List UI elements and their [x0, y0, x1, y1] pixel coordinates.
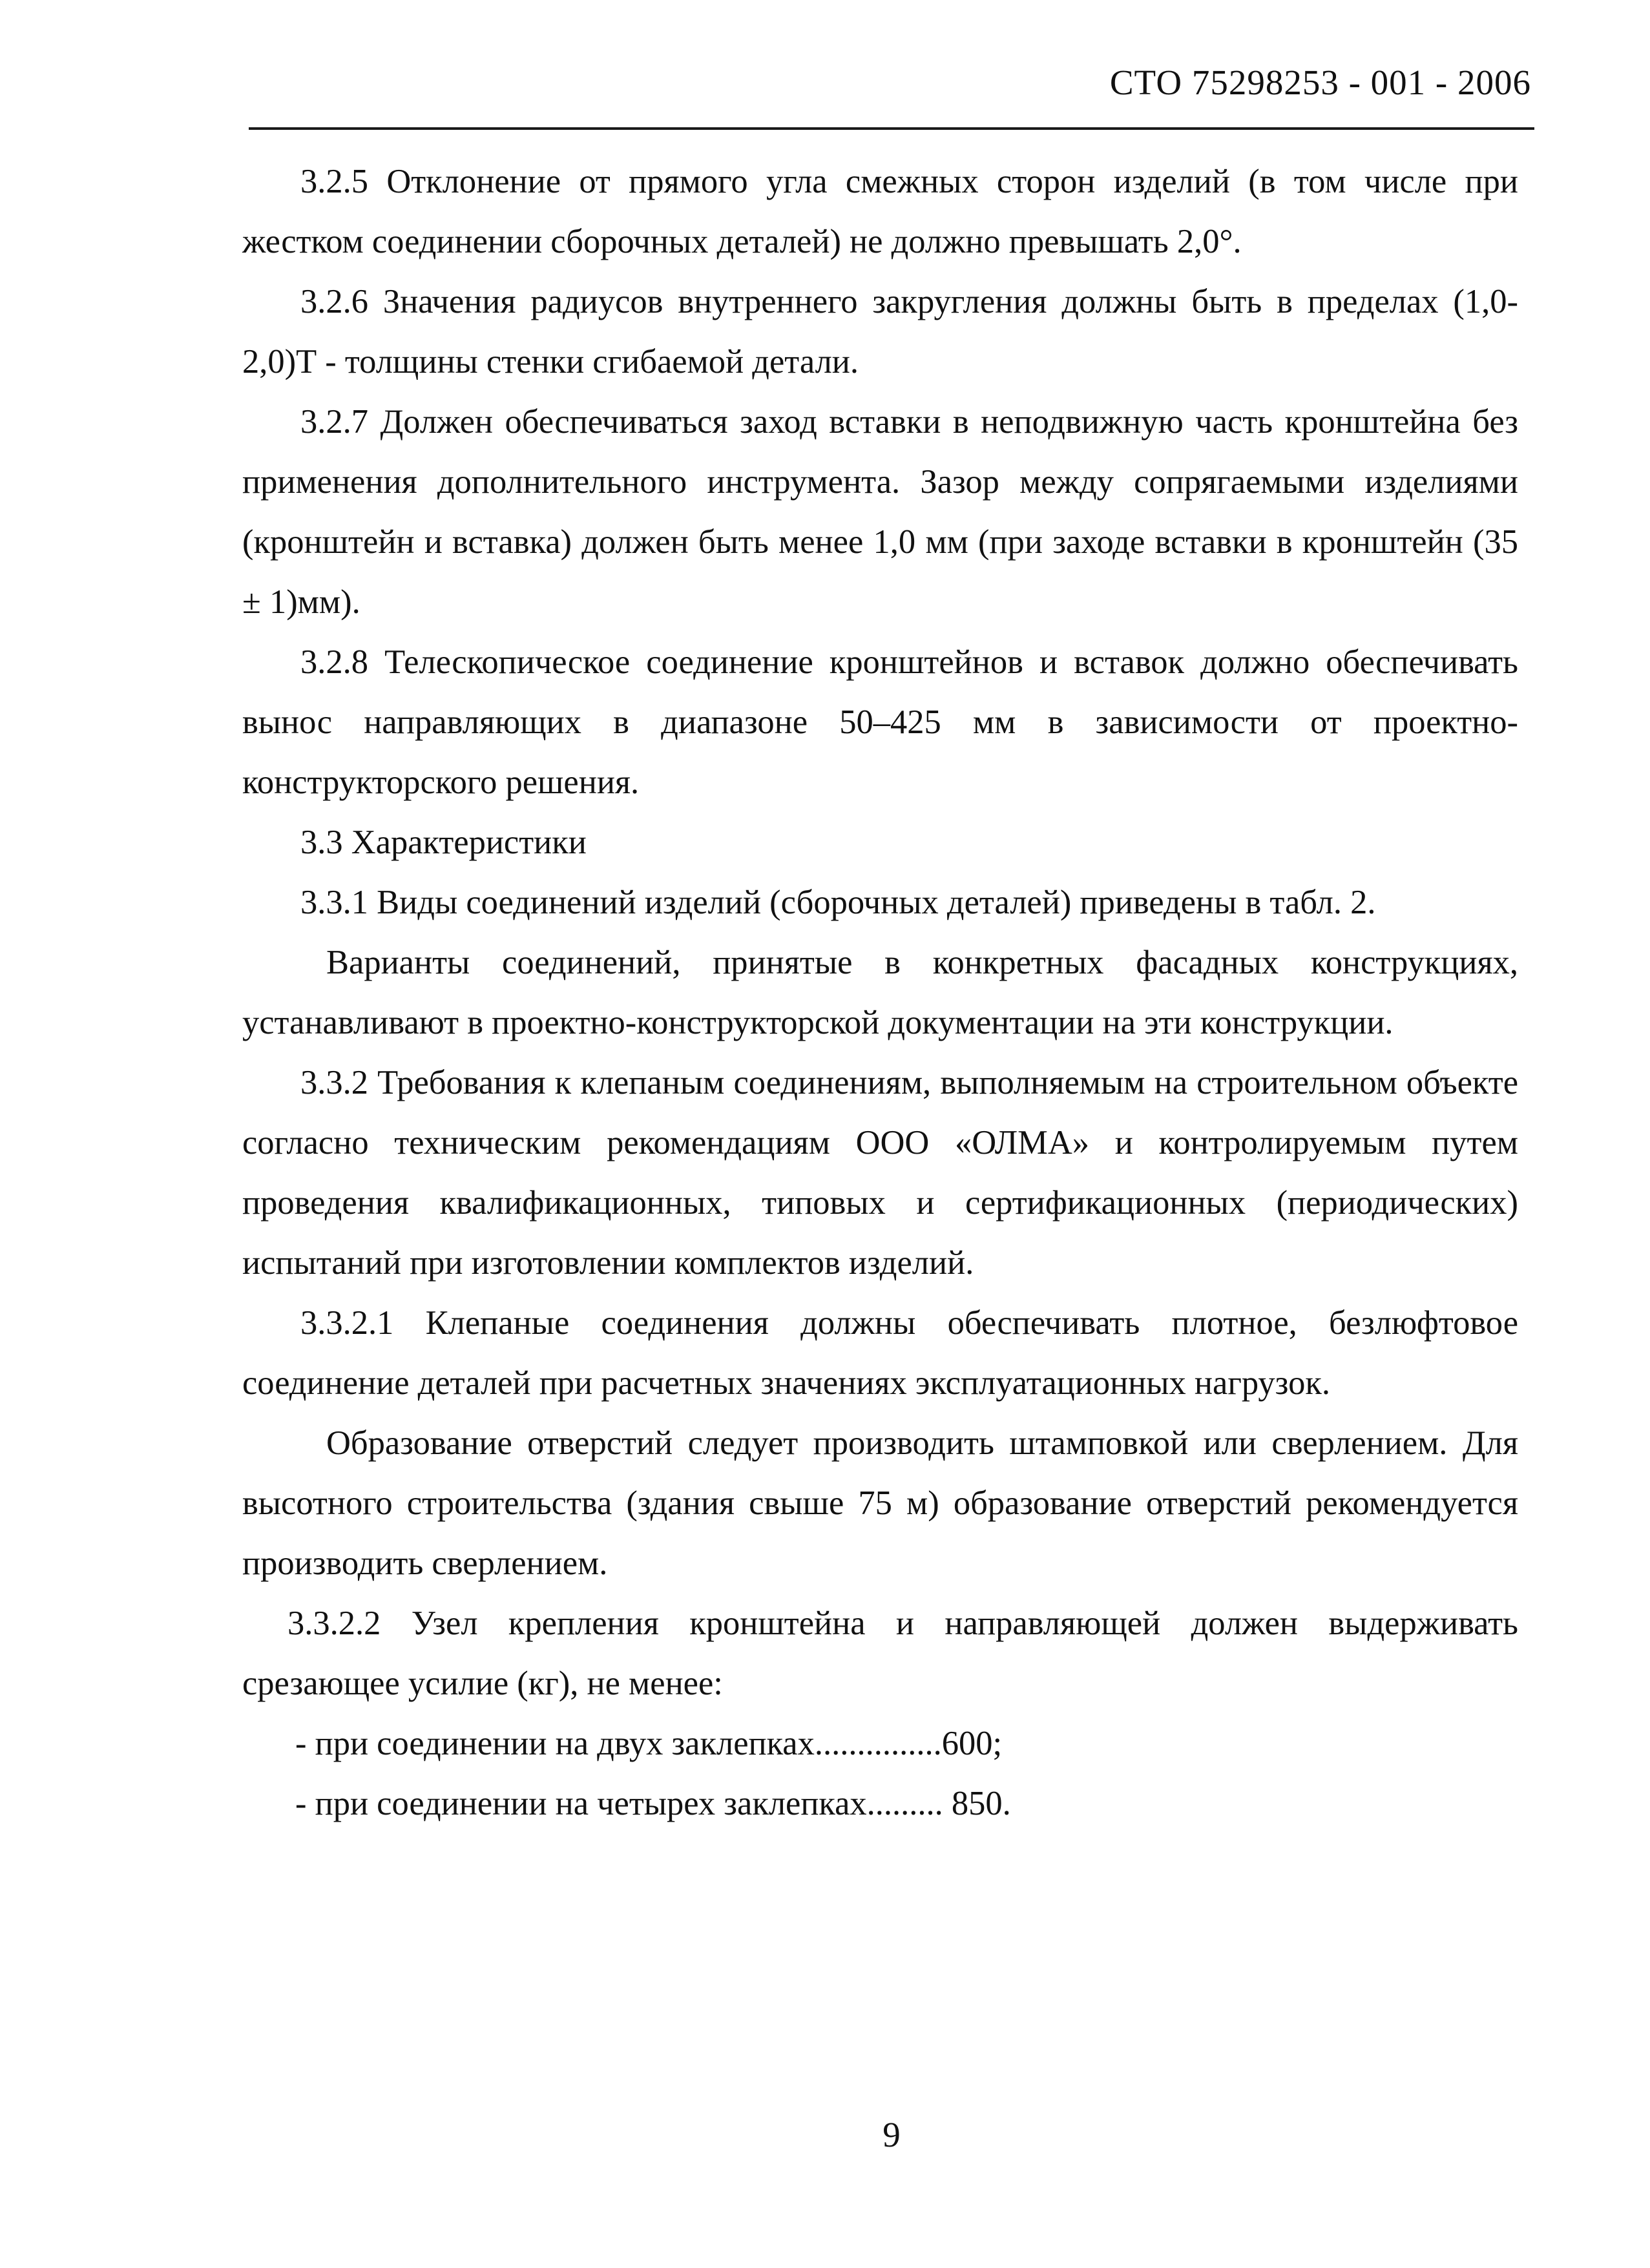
paragraph-hole-forming: Образование отверстий следует производить штамповкой или сверлением. Для высотного строительства (здания свыше 75 м) образование отверстий рекомендуется производить сверлением. [242, 1424, 1518, 1582]
clause-3-2-5: 3.2.5 Отклонение от прямого угла смежных сторон изделий (в том числе при жестком соединении сборочных деталей) не должно превышать 2,0°. [242, 163, 1518, 260]
document-code: СТО 75298253 - 001 - 2006 [1109, 63, 1531, 102]
header-divider [249, 127, 1534, 130]
list-item-four-rivets: - при соединении на четырех заклепках......... 850. [295, 1785, 1011, 1822]
clause-3-2-8: 3.2.8 Телескопическое соединение кронштейнов и вставок должно обеспечивать вынос направляющих в диапазоне 50–425 мм в зависимости от проектно-конструкторского решения. [242, 643, 1518, 801]
document-body [242, 152, 1518, 1834]
clause-3-3-2-1: 3.3.2.1 Клепаные соединения должны обеспечивать плотное, безлюфтовое соединение деталей при расчетных значениях эксплуатационных нагрузок. [242, 1304, 1518, 1402]
clause-3-3-2: 3.3.2 Требования к клепаным соединениям, выполняемым на строительном объекте согласно техническим рекомендациям ООО «ОЛМА» и контролируемым путем проведения квалификационных, типовых и сертификационных (периодических) испытаний при изготовлении комплектов изделий. [242, 1064, 1518, 1282]
clause-3-3-1: 3.3.1 Виды соединений изделий (сборочных деталей) приведены в табл. 2. [300, 884, 1376, 921]
clause-3-2-7: 3.2.7 Должен обеспечиваться заход вставки в неподвижную часть кронштейна без применения дополнительного инструмента. Зазор между сопрягаемыми изделиями (кронштейн и вставка) должен быть менее 1,0 мм (при заходе вставки в кронштейн (35 ± 1)мм). [242, 403, 1518, 621]
list-item-two-rivets: - при соединении на двух заклепках...............600; [295, 1725, 1003, 1762]
section-heading-3-3: 3.3 Характеристики [300, 824, 587, 861]
page-number: 9 [882, 2115, 901, 2154]
paragraph-connection-variants: Варианты соединений, принятые в конкретных фасадных конструкциях, устанавливают в проектно-конструкторской документации на эти конструкции. [242, 944, 1518, 1041]
clause-3-2-6: 3.2.6 Значения радиусов внутреннего закругления должны быть в пределах (1,0-2,0)Т - толщины стенки сгибаемой детали. [242, 283, 1518, 380]
clause-3-3-2-2: 3.3.2.2 Узел крепления кронштейна и направляющей должен выдерживать срезающее усилие (кг), не менее: [242, 1605, 1518, 1702]
